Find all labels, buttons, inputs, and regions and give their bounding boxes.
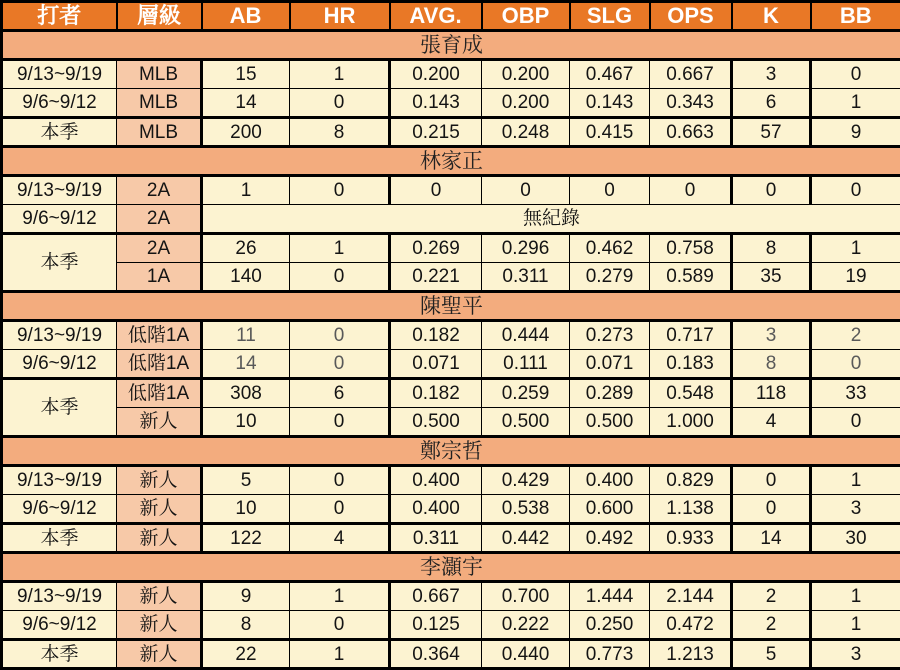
stat-cell: 0.492 bbox=[570, 524, 650, 553]
table-row bbox=[2, 408, 900, 437]
header-cell-ab: AB bbox=[202, 2, 290, 31]
stat-cell: 0 bbox=[650, 176, 732, 205]
period-cell: 本季 bbox=[2, 379, 117, 437]
stat-cell: 118 bbox=[732, 379, 811, 408]
level-cell: 低階1A bbox=[117, 350, 202, 379]
stat-cell: 0 bbox=[570, 176, 650, 205]
stat-cell: 0.200 bbox=[390, 60, 482, 89]
stat-cell: 0.933 bbox=[650, 524, 732, 553]
period-cell: 本季 bbox=[2, 118, 117, 147]
stat-cell: 1 bbox=[811, 234, 900, 263]
stat-cell: 8 bbox=[732, 234, 811, 263]
stat-cell: 0.143 bbox=[390, 89, 482, 118]
stat-cell: 0.200 bbox=[482, 60, 570, 89]
stat-cell: 1 bbox=[811, 89, 900, 118]
level-cell: MLB bbox=[117, 60, 202, 89]
stat-cell: 0.538 bbox=[482, 495, 570, 524]
stat-cell: 14 bbox=[202, 350, 290, 379]
stat-cell: 0.415 bbox=[570, 118, 650, 147]
stat-cell: 6 bbox=[290, 379, 390, 408]
stat-cell: 2 bbox=[811, 321, 900, 350]
stat-cell: 1 bbox=[290, 234, 390, 263]
stat-cell: 0 bbox=[290, 89, 390, 118]
stat-cell: 0.440 bbox=[482, 640, 570, 669]
stat-cell: 0.400 bbox=[390, 495, 482, 524]
header-cell-level: 層級 bbox=[117, 2, 202, 31]
stat-cell: 8 bbox=[732, 350, 811, 379]
table-row bbox=[2, 611, 900, 640]
stat-cell: 19 bbox=[811, 263, 900, 292]
stat-cell: 0.600 bbox=[570, 495, 650, 524]
level-cell: 2A bbox=[117, 234, 202, 263]
stat-cell: 0 bbox=[290, 350, 390, 379]
stat-cell: 0.462 bbox=[570, 234, 650, 263]
table-row bbox=[2, 60, 900, 89]
period-cell: 9/13~9/19 bbox=[2, 321, 117, 350]
stat-cell: 35 bbox=[732, 263, 811, 292]
stat-cell: 1 bbox=[290, 582, 390, 611]
stat-cell: 3 bbox=[732, 60, 811, 89]
level-cell: 1A bbox=[117, 263, 202, 292]
period-cell: 本季 bbox=[2, 640, 117, 669]
period-cell: 9/6~9/12 bbox=[2, 89, 117, 118]
stat-cell: 26 bbox=[202, 234, 290, 263]
header-cell-obp: OBP bbox=[482, 2, 570, 31]
period-cell: 9/6~9/12 bbox=[2, 611, 117, 640]
stat-cell: 0.467 bbox=[570, 60, 650, 89]
stat-cell: 1.213 bbox=[650, 640, 732, 669]
stat-cell: 0.717 bbox=[650, 321, 732, 350]
stat-cell: 0.500 bbox=[390, 408, 482, 437]
stat-cell: 0.182 bbox=[390, 321, 482, 350]
stat-cell: 0.400 bbox=[570, 466, 650, 495]
stat-cell: 15 bbox=[202, 60, 290, 89]
table-row bbox=[2, 118, 900, 147]
stat-cell: 30 bbox=[811, 524, 900, 553]
stat-cell: 9 bbox=[202, 582, 290, 611]
period-cell: 本季 bbox=[2, 234, 117, 292]
player-band: 林家正 bbox=[2, 147, 900, 176]
level-cell: 新人 bbox=[117, 408, 202, 437]
stat-cell: 3 bbox=[811, 640, 900, 669]
stat-cell: 14 bbox=[732, 524, 811, 553]
level-cell: 低階1A bbox=[117, 321, 202, 350]
stat-cell: 33 bbox=[811, 379, 900, 408]
stat-cell: 2 bbox=[732, 582, 811, 611]
header-cell-avg: AVG. bbox=[390, 2, 482, 31]
stat-cell: 4 bbox=[732, 408, 811, 437]
stat-cell: 0 bbox=[290, 466, 390, 495]
player-band: 鄭宗哲 bbox=[2, 437, 900, 466]
stat-cell: 140 bbox=[202, 263, 290, 292]
table-row bbox=[2, 234, 900, 263]
stat-cell: 0 bbox=[811, 176, 900, 205]
stat-cell: 0.143 bbox=[570, 89, 650, 118]
stat-cell: 5 bbox=[732, 640, 811, 669]
stat-cell: 0.125 bbox=[390, 611, 482, 640]
stat-cell: 0.250 bbox=[570, 611, 650, 640]
stat-cell: 0.343 bbox=[650, 89, 732, 118]
stat-cell: 0 bbox=[290, 321, 390, 350]
stat-cell: 0.400 bbox=[390, 466, 482, 495]
stat-cell: 0 bbox=[290, 495, 390, 524]
stat-cell: 11 bbox=[202, 321, 290, 350]
period-cell: 本季 bbox=[2, 524, 117, 553]
period-cell: 9/6~9/12 bbox=[2, 350, 117, 379]
stat-cell: 8 bbox=[290, 118, 390, 147]
stat-cell: 0 bbox=[290, 408, 390, 437]
stat-cell: 0.311 bbox=[390, 524, 482, 553]
level-cell: 新人 bbox=[117, 466, 202, 495]
stat-cell: 5 bbox=[202, 466, 290, 495]
table-row bbox=[2, 524, 900, 553]
stat-cell: 0.183 bbox=[650, 350, 732, 379]
stat-cell: 1 bbox=[811, 582, 900, 611]
stat-cell: 1.000 bbox=[650, 408, 732, 437]
period-cell: 9/13~9/19 bbox=[2, 466, 117, 495]
stat-cell: 2 bbox=[732, 611, 811, 640]
header-cell-bb: BB bbox=[811, 2, 900, 31]
stat-cell: 22 bbox=[202, 640, 290, 669]
stat-cell: 0.296 bbox=[482, 234, 570, 263]
stat-cell: 0.215 bbox=[390, 118, 482, 147]
level-cell: 新人 bbox=[117, 582, 202, 611]
period-cell: 9/13~9/19 bbox=[2, 582, 117, 611]
table-row bbox=[2, 466, 900, 495]
stat-cell: 0 bbox=[811, 60, 900, 89]
stat-cell: 0.758 bbox=[650, 234, 732, 263]
stat-cell: 0 bbox=[732, 495, 811, 524]
stat-cell: 0.829 bbox=[650, 466, 732, 495]
stat-cell: 0 bbox=[732, 176, 811, 205]
player-band: 張育成 bbox=[2, 31, 900, 60]
level-cell: MLB bbox=[117, 118, 202, 147]
header-cell-hr: HR bbox=[290, 2, 390, 31]
stat-cell: 0.221 bbox=[390, 263, 482, 292]
stat-cell: 10 bbox=[202, 495, 290, 524]
stat-cell: 0 bbox=[732, 466, 811, 495]
stat-cell: 0.442 bbox=[482, 524, 570, 553]
header-cell-batter: 打者 bbox=[2, 2, 117, 31]
stat-cell: 0.548 bbox=[650, 379, 732, 408]
table-row bbox=[2, 640, 900, 669]
stat-cell: 0 bbox=[811, 408, 900, 437]
stat-cell: 0.279 bbox=[570, 263, 650, 292]
no-record-cell: 無紀錄 bbox=[202, 205, 900, 234]
stat-cell: 0.429 bbox=[482, 466, 570, 495]
stat-cell: 0.222 bbox=[482, 611, 570, 640]
stat-cell: 0.071 bbox=[570, 350, 650, 379]
stat-cell: 0 bbox=[290, 263, 390, 292]
stat-cell: 0 bbox=[811, 350, 900, 379]
stat-cell: 0.311 bbox=[482, 263, 570, 292]
stat-cell: 0.444 bbox=[482, 321, 570, 350]
stat-cell: 0.259 bbox=[482, 379, 570, 408]
stat-cell: 308 bbox=[202, 379, 290, 408]
player-band: 李灝宇 bbox=[2, 553, 900, 582]
table-row bbox=[2, 176, 900, 205]
stat-cell: 0.182 bbox=[390, 379, 482, 408]
header-cell-slg: SLG bbox=[570, 2, 650, 31]
table-row bbox=[2, 89, 900, 118]
stat-cell: 0.289 bbox=[570, 379, 650, 408]
stat-cell: 0.472 bbox=[650, 611, 732, 640]
table-row bbox=[2, 379, 900, 408]
stat-cell: 0 bbox=[290, 176, 390, 205]
stat-cell: 4 bbox=[290, 524, 390, 553]
player-band: 陳聖平 bbox=[2, 292, 900, 321]
stat-cell: 0.667 bbox=[390, 582, 482, 611]
stat-cell: 0 bbox=[390, 176, 482, 205]
level-cell: 2A bbox=[117, 176, 202, 205]
stat-cell: 0.663 bbox=[650, 118, 732, 147]
stat-cell: 10 bbox=[202, 408, 290, 437]
stat-cell: 0.500 bbox=[482, 408, 570, 437]
table-row bbox=[2, 582, 900, 611]
table-row bbox=[2, 321, 900, 350]
stat-cell: 6 bbox=[732, 89, 811, 118]
stat-cell: 0.248 bbox=[482, 118, 570, 147]
period-cell: 9/13~9/19 bbox=[2, 176, 117, 205]
stat-cell: 8 bbox=[202, 611, 290, 640]
stat-cell: 0.773 bbox=[570, 640, 650, 669]
header-row bbox=[2, 2, 900, 31]
level-cell: 新人 bbox=[117, 495, 202, 524]
stat-cell: 0.111 bbox=[482, 350, 570, 379]
stat-cell: 3 bbox=[732, 321, 811, 350]
stat-cell: 1 bbox=[811, 466, 900, 495]
stat-cell: 1 bbox=[811, 611, 900, 640]
stat-cell: 0.667 bbox=[650, 60, 732, 89]
stat-cell: 200 bbox=[202, 118, 290, 147]
table-row bbox=[2, 495, 900, 524]
header-cell-ops: OPS bbox=[650, 2, 732, 31]
stat-cell: 0.589 bbox=[650, 263, 732, 292]
level-cell: 新人 bbox=[117, 640, 202, 669]
stat-cell: 0.071 bbox=[390, 350, 482, 379]
stat-cell: 1.444 bbox=[570, 582, 650, 611]
table-row bbox=[2, 350, 900, 379]
period-cell: 9/6~9/12 bbox=[2, 495, 117, 524]
stat-cell: 9 bbox=[811, 118, 900, 147]
stat-cell: 122 bbox=[202, 524, 290, 553]
level-cell: 新人 bbox=[117, 524, 202, 553]
stat-cell: 0.700 bbox=[482, 582, 570, 611]
stat-cell: 0.500 bbox=[570, 408, 650, 437]
stat-cell: 14 bbox=[202, 89, 290, 118]
stat-cell: 0.273 bbox=[570, 321, 650, 350]
level-cell: MLB bbox=[117, 89, 202, 118]
level-cell: 2A bbox=[117, 205, 202, 234]
stat-cell: 57 bbox=[732, 118, 811, 147]
table-row bbox=[2, 205, 900, 234]
level-cell: 新人 bbox=[117, 611, 202, 640]
header-cell-k: K bbox=[732, 2, 811, 31]
stat-cell: 1 bbox=[290, 640, 390, 669]
period-cell: 9/6~9/12 bbox=[2, 205, 117, 234]
table-row bbox=[2, 263, 900, 292]
stat-cell: 3 bbox=[811, 495, 900, 524]
stat-cell: 1.138 bbox=[650, 495, 732, 524]
stat-cell: 1 bbox=[202, 176, 290, 205]
stat-cell: 2.144 bbox=[650, 582, 732, 611]
period-cell: 9/13~9/19 bbox=[2, 60, 117, 89]
stat-cell: 0 bbox=[482, 176, 570, 205]
stat-cell: 0.200 bbox=[482, 89, 570, 118]
stat-cell: 0.269 bbox=[390, 234, 482, 263]
level-cell: 低階1A bbox=[117, 379, 202, 408]
stat-cell: 0.364 bbox=[390, 640, 482, 669]
stat-cell: 0 bbox=[290, 611, 390, 640]
stat-cell: 1 bbox=[290, 60, 390, 89]
